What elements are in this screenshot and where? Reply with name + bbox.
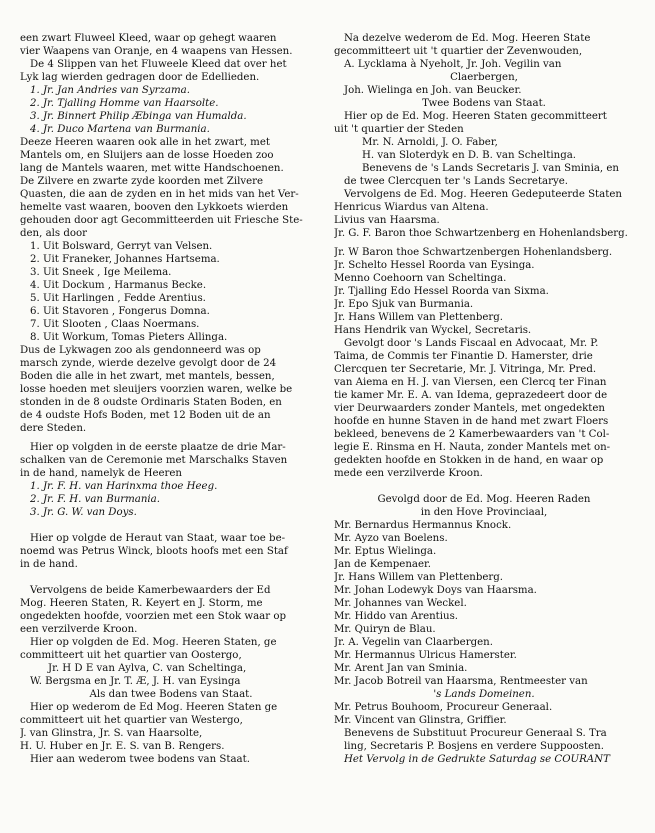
right-column-line: Hier op de Ed. Mog. Heeren Staten gecommitteert bbox=[344, 111, 607, 122]
left-column-line: Hier aan wederom twee bodens van Staat. bbox=[30, 754, 250, 765]
left-column-line: 1. Jr. Jan Andries van Syrzama. bbox=[30, 85, 190, 96]
right-column-line: Gevolgt door 's Lands Fiscaal en Advocaat, Mr. P. bbox=[344, 338, 599, 349]
right-column-line: Henricus Wiardus van Altena. bbox=[334, 202, 489, 213]
left-column-line: lang de Mantels waaren, met witte Handschoenen. bbox=[20, 163, 284, 174]
right-column-line: Mr. Johan Lodewyk Doys van Haarsma. bbox=[334, 585, 537, 596]
left-column-line: in de hand, namelyk de Heeren bbox=[20, 468, 182, 479]
right-column-line: hoofde en hunne Staven in de hand met zwart Floers bbox=[334, 416, 609, 427]
right-column-line: Benevens de 's Lands Secretaris J. van Sminia, en bbox=[362, 163, 619, 174]
right-column-line: Mr. Eptus Wielinga. bbox=[334, 546, 437, 557]
left-column-line: Hier op volgden in de eerste plaatze de drie Mar- bbox=[30, 442, 286, 453]
left-column-line: hemelte vast waaren, booven den Lykkoets wierden bbox=[20, 202, 289, 213]
right-column-line: Na dezelve wederom de Ed. Mog. Heeren State bbox=[344, 33, 591, 44]
right-column-line: Mr. Hermannus Ulricus Hamerster. bbox=[334, 650, 517, 661]
left-column-line: Jr. H D E van Aylva, C. van Scheltinga, bbox=[48, 663, 247, 674]
right-column-line: Jr. G. F. Baron thoe Schwartzenberg en Hohenlandsberg. bbox=[334, 228, 628, 239]
right-column-line: Jr. Hans Willem van Plettenberg. bbox=[334, 312, 504, 323]
left-column-line: 3. Jr. Binnert Philip Æbinga van Humalda. bbox=[30, 111, 247, 122]
left-column bbox=[20, 32, 322, 766]
left-column-line: vier Waapens van Oranje, en 4 waapens van Hessen. bbox=[20, 46, 293, 57]
left-column-line: dere Steden. bbox=[20, 423, 87, 434]
left-column-line: 3. Uit Sneek , Ige Meilema. bbox=[30, 267, 172, 278]
spacer bbox=[20, 571, 322, 584]
right-column-line: A. Lycklama à Nyeholt, Jr. Joh. Vegilin van bbox=[344, 59, 562, 70]
left-column-line: H. U. Huber en Jr. E. S. van B. Rengers. bbox=[20, 741, 225, 752]
right-column-line: Jan de Kempenaer. bbox=[334, 559, 431, 570]
right-column-line: Livius van Haarsma. bbox=[334, 215, 440, 226]
right-column-line: Mr. Johannes van Weckel. bbox=[334, 598, 467, 609]
right-column-line: Clercquen ter Secretarie, Mr. J. Vitringa, Mr. Pred. bbox=[334, 364, 597, 375]
left-column-line: 1. Jr. F. H. van Harinxma thoe Heeg. bbox=[30, 481, 218, 492]
right-column-line: Hans Hendrik van Wyckel, Secretaris. bbox=[334, 325, 532, 336]
right-column-line: Menno Coehoorn van Scheltinga. bbox=[334, 273, 507, 284]
left-column-line: 6. Uit Stavoren , Fongerus Domna. bbox=[30, 306, 210, 317]
right-column-line: Jr. Epo Sjuk van Burmania. bbox=[334, 299, 474, 310]
left-column-line: 2. Jr. Tjalling Homme van Haarsolte. bbox=[30, 98, 219, 109]
left-column-line: committeert uit het quartier van Oostergo, bbox=[20, 650, 242, 661]
right-column-line: Mr. Petrus Bouhoom, Procureur Generaal. bbox=[334, 702, 553, 713]
right-column-line: legie E. Rinsma en H. Nauta, zonder Mantels met on- bbox=[334, 442, 611, 453]
spacer bbox=[20, 519, 322, 532]
left-column-line: 7. Uit Slooten , Claas Noermans. bbox=[30, 319, 200, 330]
left-column-line: 4. Jr. Duco Martena van Burmania. bbox=[30, 124, 210, 135]
right-column-line: tie kamer Mr. E. A. van Idema, geprazedeert door de bbox=[334, 390, 608, 401]
right-column-line: Jr. W Baron thoe Schwartzenbergen Hohenlandsberg. bbox=[334, 247, 613, 258]
left-column-line: Dus de Lykwagen zoo als gendonneerd was op bbox=[20, 345, 261, 356]
right-column-line: Mr. Arent Jan van Sminia. bbox=[334, 663, 468, 674]
right-column-line: Gevolgd door de Ed. Mog. Heeren Raden bbox=[377, 494, 591, 505]
right-column-line: Joh. Wielinga en Joh. van Beucker. bbox=[344, 85, 522, 96]
right-column-line: Claerbergen, bbox=[450, 72, 518, 83]
left-column-line: Mog. Heeren Staten, R. Keyert en J. Storm, me bbox=[20, 598, 263, 609]
left-column-line: De 4 Slippen van het Fluweele Kleed dat over het bbox=[30, 59, 287, 70]
left-column-line: 4. Uit Dockum , Harmanus Becke. bbox=[30, 280, 207, 291]
left-column-line: Deeze Heeren waaren ook alle in het zwart, met bbox=[20, 137, 270, 148]
left-column-line: 3. Jr. G. W. van Doys. bbox=[30, 507, 137, 518]
right-column-line: Mr. N. Arnoldi, J. O. Faber, bbox=[362, 137, 498, 148]
left-column-line: 2. Jr. F. H. van Burmania. bbox=[30, 494, 160, 505]
left-column-line: een zwart Fluweel Kleed, waar op gehegt waaren bbox=[20, 33, 277, 44]
left-column-line: de 4 oudste Hofs Boden, met 12 Boden uit de an bbox=[20, 410, 271, 421]
right-column-line: Mr. Vincent van Glinstra, Griffier. bbox=[334, 715, 507, 726]
left-column-line: J. van Glinstra, Jr. S. van Haarsolte, bbox=[20, 728, 203, 739]
right-column-line: Benevens de Substituut Procureur Generaal S. Tra bbox=[344, 728, 607, 739]
left-column-line: Hier op volgden de Ed. Mog. Heeren Staten, ge bbox=[30, 637, 277, 648]
left-column-line: committeert uit het quartier van Westergo, bbox=[20, 715, 243, 726]
right-column-line: mede een verzilverde Kroon. bbox=[334, 468, 483, 479]
left-column-line: Lyk lag wierden gedragen door de Edellieden. bbox=[20, 72, 260, 83]
right-column-line: 's Lands Domeinen. bbox=[433, 689, 535, 700]
left-column-line: 5. Uit Harlingen , Fedde Arentius. bbox=[30, 293, 206, 304]
left-column-line: marsch zynde, wierde dezelve gevolgt door de 24 bbox=[20, 358, 277, 369]
right-column-line: Mr. Ayzo van Boelens. bbox=[334, 533, 448, 544]
right-column-line: Jr. A. Vegelin van Claarbergen. bbox=[334, 637, 493, 648]
left-column-line: Mantels om, en Sluijers aan de losse Hoeden zoo bbox=[20, 150, 274, 161]
right-column-line: gecommitteert uit 't quartier der Zevenwouden, bbox=[334, 46, 583, 57]
left-column-line: De Zilvere en zwarte zyde koorden met Zilvere bbox=[20, 176, 264, 187]
right-column-line: Jr. Schelto Hessel Roorda van Eysinga. bbox=[334, 260, 535, 271]
left-column-line: 8. Uit Workum, Tomas Pieters Allinga. bbox=[30, 332, 228, 343]
left-column-line: 1. Uit Bolsward, Gerryt van Velsen. bbox=[30, 241, 213, 252]
left-column-line: Als dan twee Bodens van Staat. bbox=[89, 689, 253, 700]
right-column-line: ling, Secretaris P. Bosjens en verdere Suppoosten. bbox=[344, 741, 604, 752]
left-column-line: 2. Uit Franeker, Johannes Hartsema. bbox=[30, 254, 220, 265]
left-column-line: Quasten, die aan de zyden en in het mids van het Ver- bbox=[20, 189, 299, 200]
left-column-line: in de hand. bbox=[20, 559, 78, 570]
left-column-line: losse hoeden met sleuijers voorzien waren, welke be bbox=[20, 384, 293, 395]
left-column-line: W. Bergsma en Jr. T. Æ, J. H. van Eysinga bbox=[30, 676, 241, 687]
left-column-line: noemd was Petrus Winck, bloots hoofs met een Staf bbox=[20, 546, 288, 557]
right-column-line: in den Hove Provinciaal, bbox=[420, 507, 548, 518]
right-column-line: Mr. Jacob Botreil van Haarsma, Rentmeester van bbox=[334, 676, 588, 687]
right-column-line: van Aiema en H. J. van Viersen, een Clercq ter Finan bbox=[334, 377, 607, 388]
left-column-line: Boden die alle in het zwart, met mantels, bessen, bbox=[20, 371, 275, 382]
left-column-line: Vervolgens de beide Kamerbewaarders der Ed bbox=[30, 585, 271, 596]
left-column-line: gehouden door agt Gecommitteerden uit Friesche Ste- bbox=[20, 215, 303, 226]
left-column-line: schalken van de Ceremonie met Marschalks Staven bbox=[20, 455, 288, 466]
right-column-line: Jr. Tjalling Edo Hessel Roorda van Sixma. bbox=[334, 286, 549, 297]
right-column-line: Taima, de Commis ter Finantie D. Hamerster, drie bbox=[334, 351, 593, 362]
left-column-line: den, als door bbox=[20, 228, 88, 239]
spacer bbox=[334, 480, 634, 493]
right-column-line: gedekten hoofde en Stokken in de hand, en waar op bbox=[334, 455, 604, 466]
right-column-line: Jr. Hans Willem van Plettenberg. bbox=[334, 572, 504, 583]
right-column-line: Mr. Bernardus Hermannus Knock. bbox=[334, 520, 512, 531]
right-column-line: Mr. Hiddo van Arentius. bbox=[334, 611, 459, 622]
left-column-line: Hier op volgde de Heraut van Staat, waar toe be- bbox=[30, 533, 286, 544]
right-column-line: bekleed, benevens de 2 Kamerbewaarders van 't Col- bbox=[334, 429, 610, 440]
left-column-line: stonden in de 8 oudste Ordinaris Staten Boden, en bbox=[20, 397, 282, 408]
right-column-line: Vervolgens de Ed. Mog. Heeren Gedeputeerde Staten bbox=[344, 189, 622, 200]
right-column-line: Mr. Quiryn de Blau. bbox=[334, 624, 436, 635]
right-column-line: Twee Bodens van Staat. bbox=[422, 98, 546, 109]
right-column-line: H. van Sloterdyk en D. B. van Scheltinga. bbox=[362, 150, 577, 161]
right-column bbox=[334, 32, 634, 766]
right-column-line: Het Vervolg in de Gedrukte Saturdag se COURANT bbox=[344, 754, 610, 765]
right-column-line: vier Deurwaarders zonder Mantels, met ongedekten bbox=[334, 403, 605, 414]
right-column-line: uit 't quartier der Steden bbox=[334, 124, 464, 135]
left-column-line: Hier op wederom de Ed Mog. Heeren Staten ge bbox=[30, 702, 278, 713]
left-column-line: ongedekten hoofde, voorzien met een Stok waar op bbox=[20, 611, 286, 622]
right-column-line: de twee Clercquen ter 's Lands Secretarye. bbox=[344, 176, 569, 187]
left-column-line: een verzilverde Kroon. bbox=[20, 624, 138, 635]
